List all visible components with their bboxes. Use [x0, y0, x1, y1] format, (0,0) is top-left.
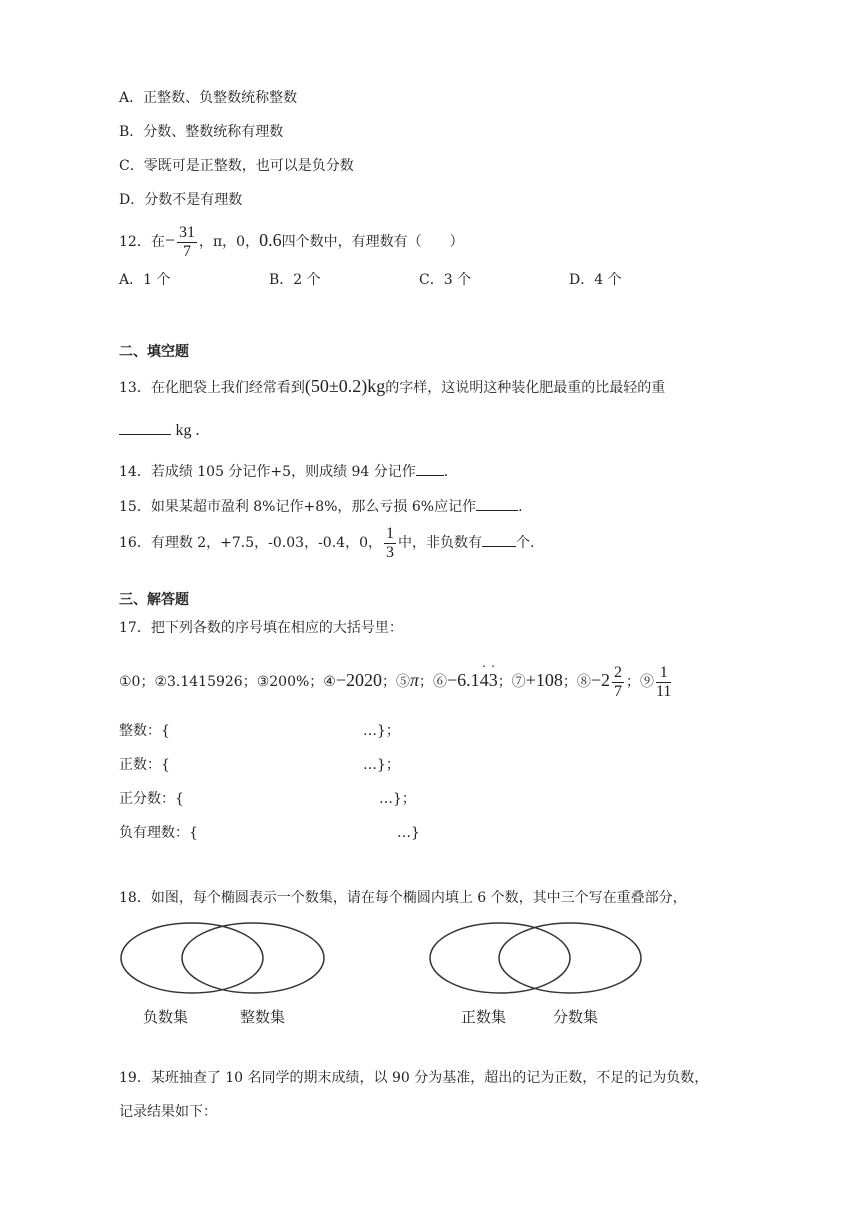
question-13-answer-line: [119, 420, 199, 442]
set-integers-end: …}；: [363, 723, 400, 739]
q13-unit: kg .: [175, 422, 200, 439]
q16-fraction: [384, 525, 396, 562]
q14-prefix: 14．若成绩 105 分记作+5，则成绩 94 分记作: [119, 464, 416, 480]
q13-answer-blank[interactable]: [119, 420, 171, 435]
q17-items-1-3: ①0；②3.1415926；③200%；④: [119, 674, 336, 690]
question-17: 17．把下列各数的序号填在相应的大括号里：: [119, 620, 403, 636]
negative-set-label: 负数集: [143, 1008, 189, 1026]
q17-sep-9: ；⑨: [626, 674, 654, 690]
question-14: [119, 461, 448, 481]
q14-answer-blank[interactable]: [416, 461, 444, 476]
q17-item-5: π: [410, 670, 420, 690]
venn-diagrams: [0, 920, 860, 1010]
q12-prefix: 12．在: [119, 234, 165, 250]
q16-mid: 中，非负数有: [397, 535, 482, 551]
q17-item-6-b: 4 ·: [480, 658, 489, 702]
q17-number-list: [119, 658, 673, 704]
q15-prefix: 15．如果某超市盈利 8%记作+8%，那么亏损 6%应记作: [119, 499, 477, 515]
q12-option-c: C．3 个: [419, 272, 472, 288]
q17-sep-5: ；⑤: [382, 674, 410, 690]
q11-option-c: C．零既可是正整数，也可以是负分数: [119, 158, 354, 174]
q16-suffix: 个.: [515, 535, 535, 551]
q17-item-6-a: −6.1: [447, 670, 480, 690]
set-positive-fractions-end: …}；: [379, 791, 416, 807]
q17-sep-6: ；⑥: [419, 674, 448, 690]
q12-option-b: B．2 个: [269, 272, 321, 288]
q17-item-8-den: 7: [614, 682, 622, 700]
section-answer-title: 三、解答题: [119, 592, 189, 608]
q16-answer-blank[interactable]: [482, 532, 516, 547]
q13-expression: (50±0.2)kg: [304, 376, 386, 396]
question-19-line1: 19．某班抽查了 10 名同学的期末成绩，以 90 分为基准，超出的记为正数，不足的记为负数，: [119, 1070, 709, 1086]
integer-set-label: 整数集: [240, 1008, 286, 1026]
q12-rest1: ，π，0，: [198, 234, 260, 250]
set-negative-rationals-label: 负有理数：{: [119, 825, 198, 841]
set-positive-end: …}；: [363, 757, 400, 773]
q12-frac-num: 31: [178, 223, 195, 241]
q11-option-a: A．正整数、负整数统称整数: [119, 90, 298, 106]
q17-item-7: +108: [525, 670, 563, 690]
q12-fraction: [177, 224, 197, 261]
q17-item-9-num: 1: [656, 664, 671, 683]
question-13: [119, 373, 665, 401]
q13-prefix: 13．在化肥袋上我们经常看到: [119, 380, 305, 396]
q17-item-8-fraction: [612, 664, 624, 701]
q16-frac-den: 3: [385, 543, 394, 561]
set-negative-rationals: [119, 824, 420, 842]
q17-item-6-c: 3 ·: [489, 658, 498, 702]
q17-item-9-fraction: [656, 664, 671, 701]
q17-item-8-num: 2: [614, 663, 622, 681]
q11-option-b: B．分数、整数统称有理数: [119, 124, 284, 140]
q12-option-d: D．4 个: [569, 272, 622, 288]
q17-sep-7: ；⑦: [497, 674, 526, 690]
positive-set-label: 正数集: [461, 1008, 507, 1026]
question-16: [119, 521, 534, 565]
q15-suffix: .: [518, 499, 523, 515]
set-positive-fractions: [119, 790, 416, 808]
q17-item-4: −2020: [335, 670, 382, 690]
section-fill-blank-title: 二、填空题: [119, 344, 189, 360]
set-integers-label: 整数：{: [119, 723, 170, 739]
set-negative-rationals-end: …}: [397, 825, 420, 841]
positive-set-ellipse: [430, 923, 570, 993]
q12-neg-sign: −: [164, 230, 175, 250]
question-18: 18．如图，每个椭圆表示一个数集，请在每个椭圆内填上 6 个数，其中三个写在重叠部分，: [119, 890, 687, 906]
question-15: [119, 496, 523, 516]
q17-item-9-den: 11: [656, 682, 672, 700]
q17-item-6: [447, 670, 498, 690]
question-12: [119, 220, 464, 262]
q11-option-d: D．分数不是有理数: [119, 192, 243, 208]
q15-answer-blank[interactable]: [476, 496, 518, 511]
set-positive-label: 正数：{: [119, 757, 170, 773]
integer-set-ellipse: [182, 923, 324, 993]
q13-suffix: 的字样，这说明这种装化肥最重的比最轻的重: [385, 380, 666, 396]
q12-option-a: A．1 个: [119, 272, 171, 288]
set-integers: [119, 722, 400, 740]
q17-item-8-whole: −2: [590, 670, 610, 690]
q16-prefix: 16．有理数 2，+7.5，-0.03，-0.4，0，: [119, 535, 382, 551]
set-positive-fractions-label: 正分数：{: [119, 791, 184, 807]
q17-sep-8: ；⑧: [562, 674, 591, 690]
q12-decimal: 0.6: [259, 230, 282, 250]
q12-frac-den: 7: [182, 242, 191, 260]
q16-frac-num: 1: [385, 524, 394, 542]
q14-suffix: .: [443, 464, 449, 480]
set-positive: [119, 756, 400, 774]
question-19-line2: 记录结果如下：: [119, 1104, 217, 1120]
q12-rest2: 四个数中，有理数有（ ）: [281, 234, 464, 250]
negative-set-ellipse: [121, 923, 263, 993]
fraction-set-label: 分数集: [553, 1008, 599, 1026]
